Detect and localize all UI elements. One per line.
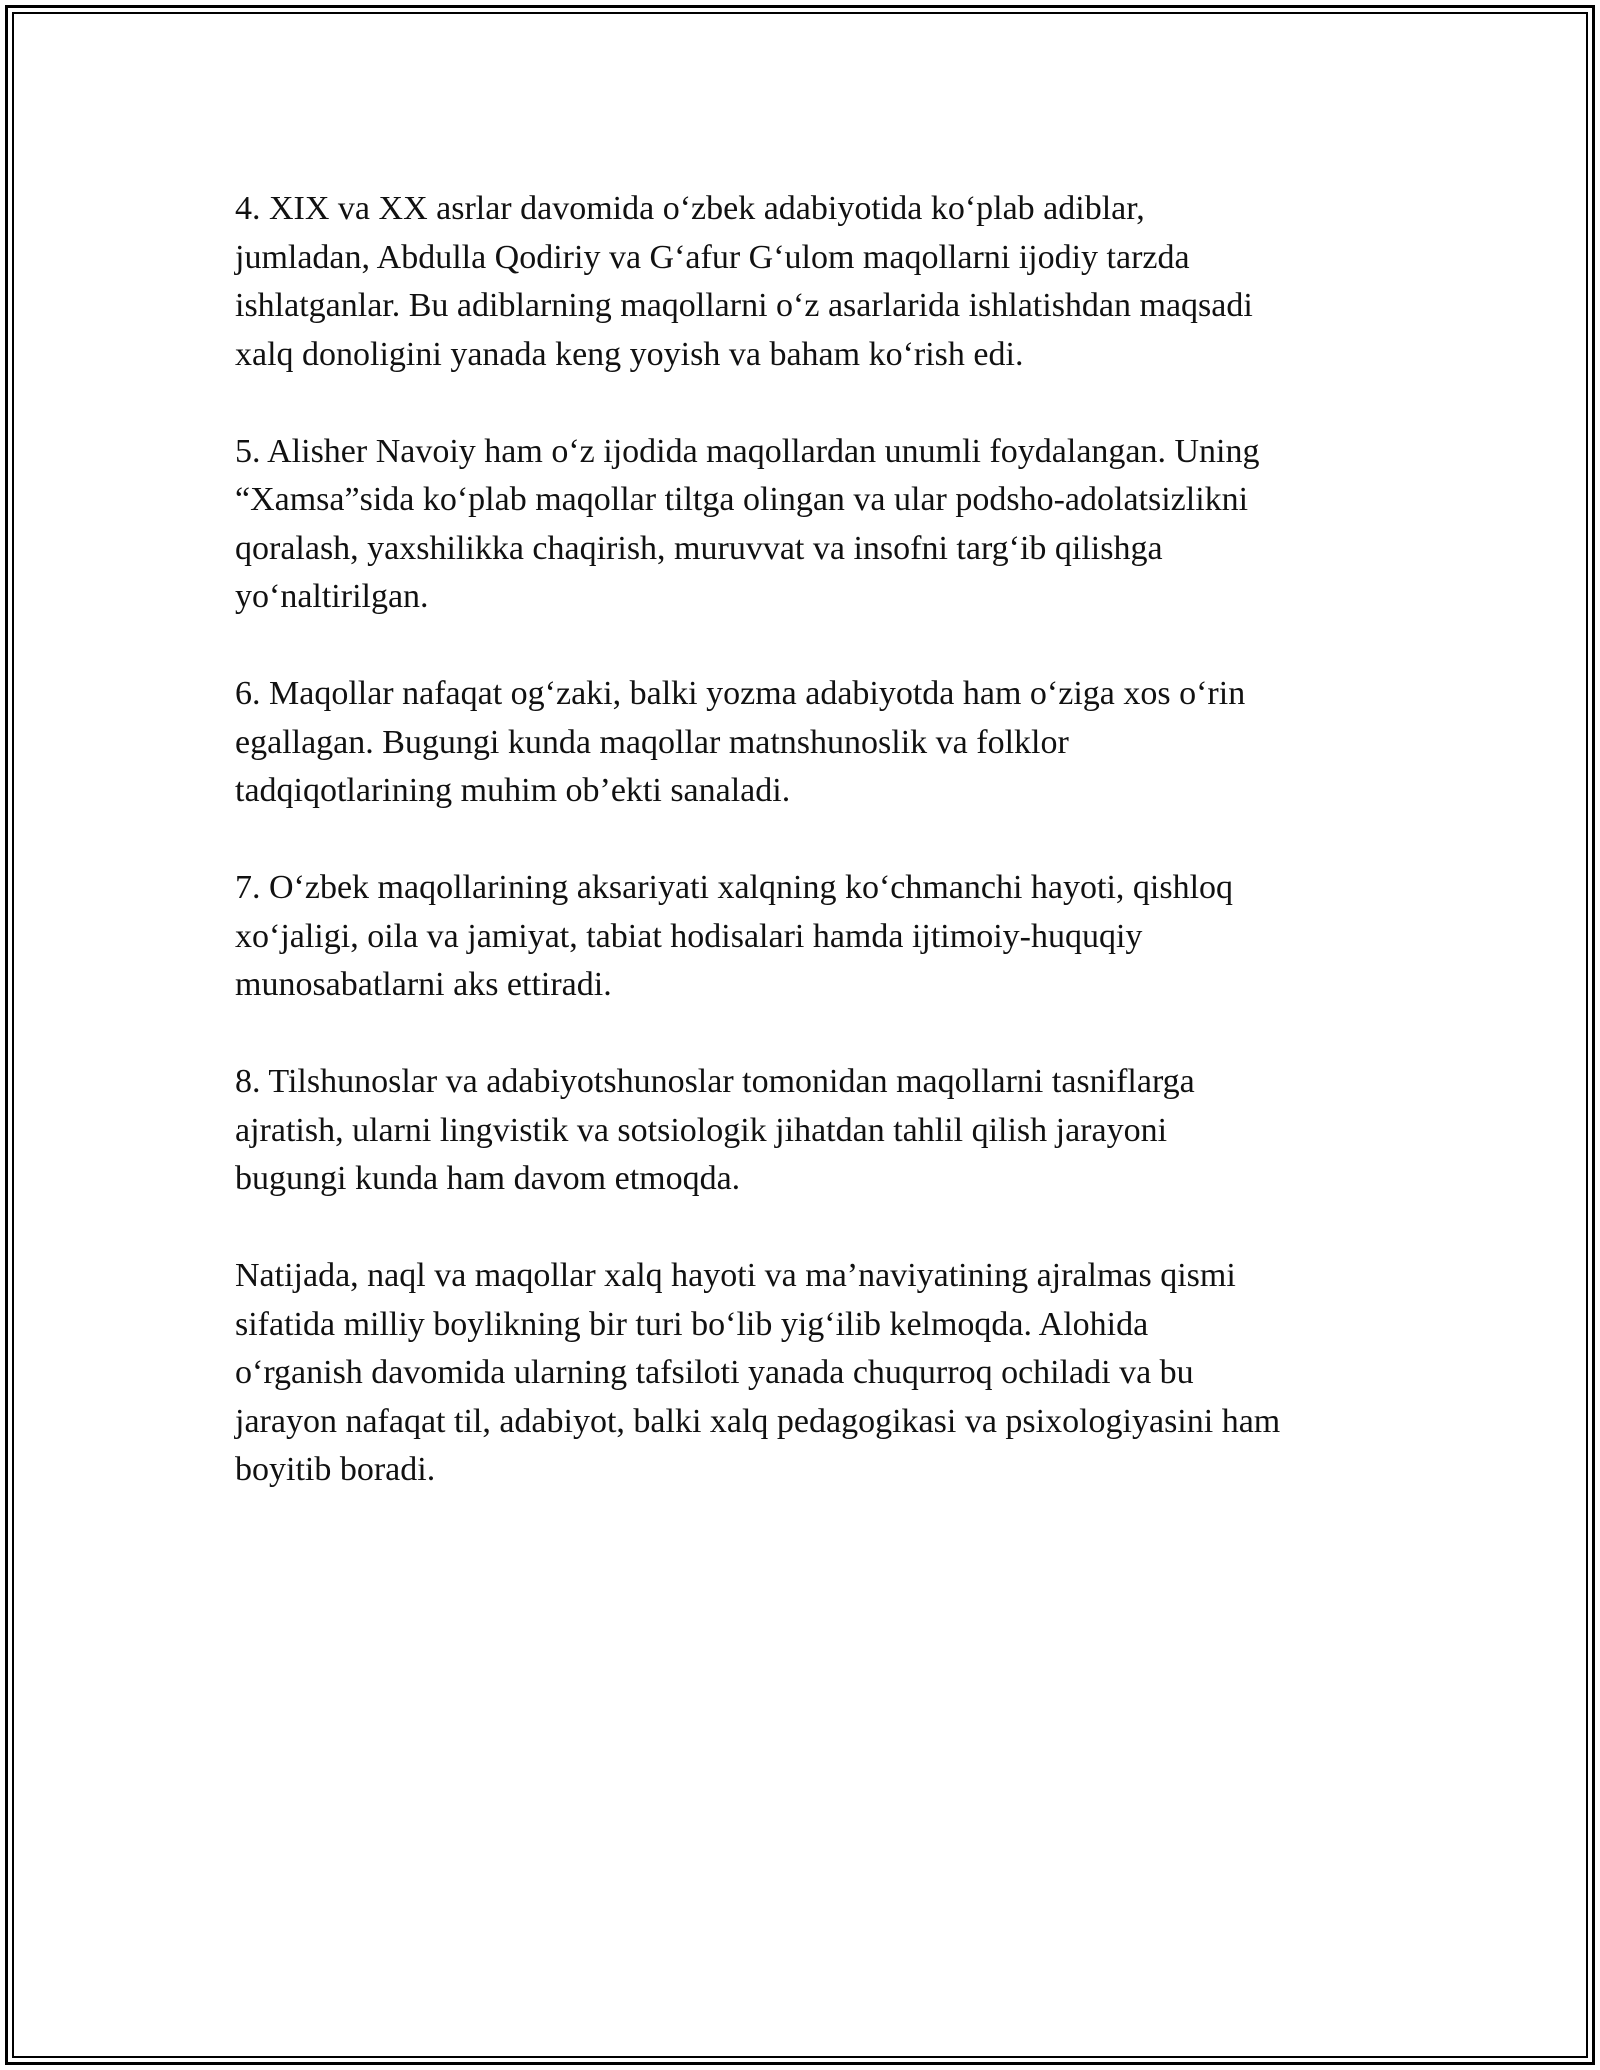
paragraph-conclusion: [235, 1252, 1375, 1495]
paragraph-line: munosabatlarni aks ettiradi.: [235, 966, 612, 1003]
paragraph-point-4: [235, 185, 1375, 379]
paragraph-line: sifatida milliy boylikning bir turi boʻlib yigʻilib kelmoqda. Alohida: [235, 1305, 1149, 1343]
paragraph-line: 6. Maqollar nafaqat ogʻzaki, balki yozma adabiyotda ham oʻziga xos oʻrin: [235, 675, 1246, 712]
paragraph-line: Natijada, naql va maqollar xalq hayoti va ma’naviyatining ajralmas qismi: [235, 1257, 1236, 1294]
document-body: [235, 185, 1375, 1495]
paragraph-line: 8. Tilshunoslar va adabiyotshunoslar tomonidan maqollarni tasniflarga: [235, 1063, 1195, 1100]
paragraph-line: 5. Alisher Navoiy ham oʻz ijodida maqollardan unumli foydalangan. Uning: [235, 432, 1260, 470]
paragraph-line: qoralash, yaxshilikka chaqirish, muruvvat va insofni targʻib qilishga: [235, 529, 1163, 567]
paragraph-line: egallagan. Bugungi kunda maqollar matnshunoslik va folklor: [235, 723, 1069, 761]
paragraph-line: 7. Oʻzbek maqollarining aksariyati xalqning koʻchmanchi hayoti, qishloq: [235, 869, 1234, 906]
paragraph-point-8: [235, 1058, 1375, 1204]
paragraph-point-7: [235, 864, 1375, 1010]
paragraph-line: yoʻnaltirilgan.: [235, 578, 429, 615]
paragraph-line: xalq donoligini yanada keng yoyish va baham koʻrish edi.: [235, 335, 1024, 373]
paragraph-line: bugungi kunda ham davom etmoqda.: [235, 1160, 741, 1197]
paragraph-line: xoʻjaligi, oila va jamiyat, tabiat hodisalari hamda ijtimoiy-huquqiy: [235, 917, 1143, 955]
paragraph-line: jarayon nafaqat til, adabiyot, balki xalq pedagogikasi va psixologiyasini ham: [235, 1402, 1281, 1440]
paragraph-point-5: [235, 428, 1375, 622]
paragraph-line: ajratish, ularni lingvistik va sotsiologik jihatdan tahlil qilish jarayoni: [235, 1111, 1168, 1149]
paragraph-line: oʻrganish davomida ularning tafsiloti yanada chuqurroq ochiladi va bu: [235, 1354, 1194, 1391]
paragraph-line: 4. XIX va XX asrlar davomida oʻzbek adabiyotida koʻplab adiblar,: [235, 190, 1145, 227]
paragraph-line: boyitib boradi.: [235, 1451, 436, 1488]
paragraph-point-6: [235, 670, 1375, 816]
paragraph-line: ishlatganlar. Bu adiblarning maqollarni oʻz asarlarida ishlatishdan maqsadi: [235, 287, 1253, 324]
paragraph-line: tadqiqotlarining muhim ob’ekti sanaladi.: [235, 772, 791, 809]
paragraph-line: jumladan, Abdulla Qodiriy va Gʻafur Gʻulom maqollarni ijodiy tarzda: [235, 238, 1190, 276]
paragraph-line: “Xamsa”sida koʻplab maqollar tiltga olingan va ular podsho-adolatsizlikni: [235, 481, 1249, 518]
